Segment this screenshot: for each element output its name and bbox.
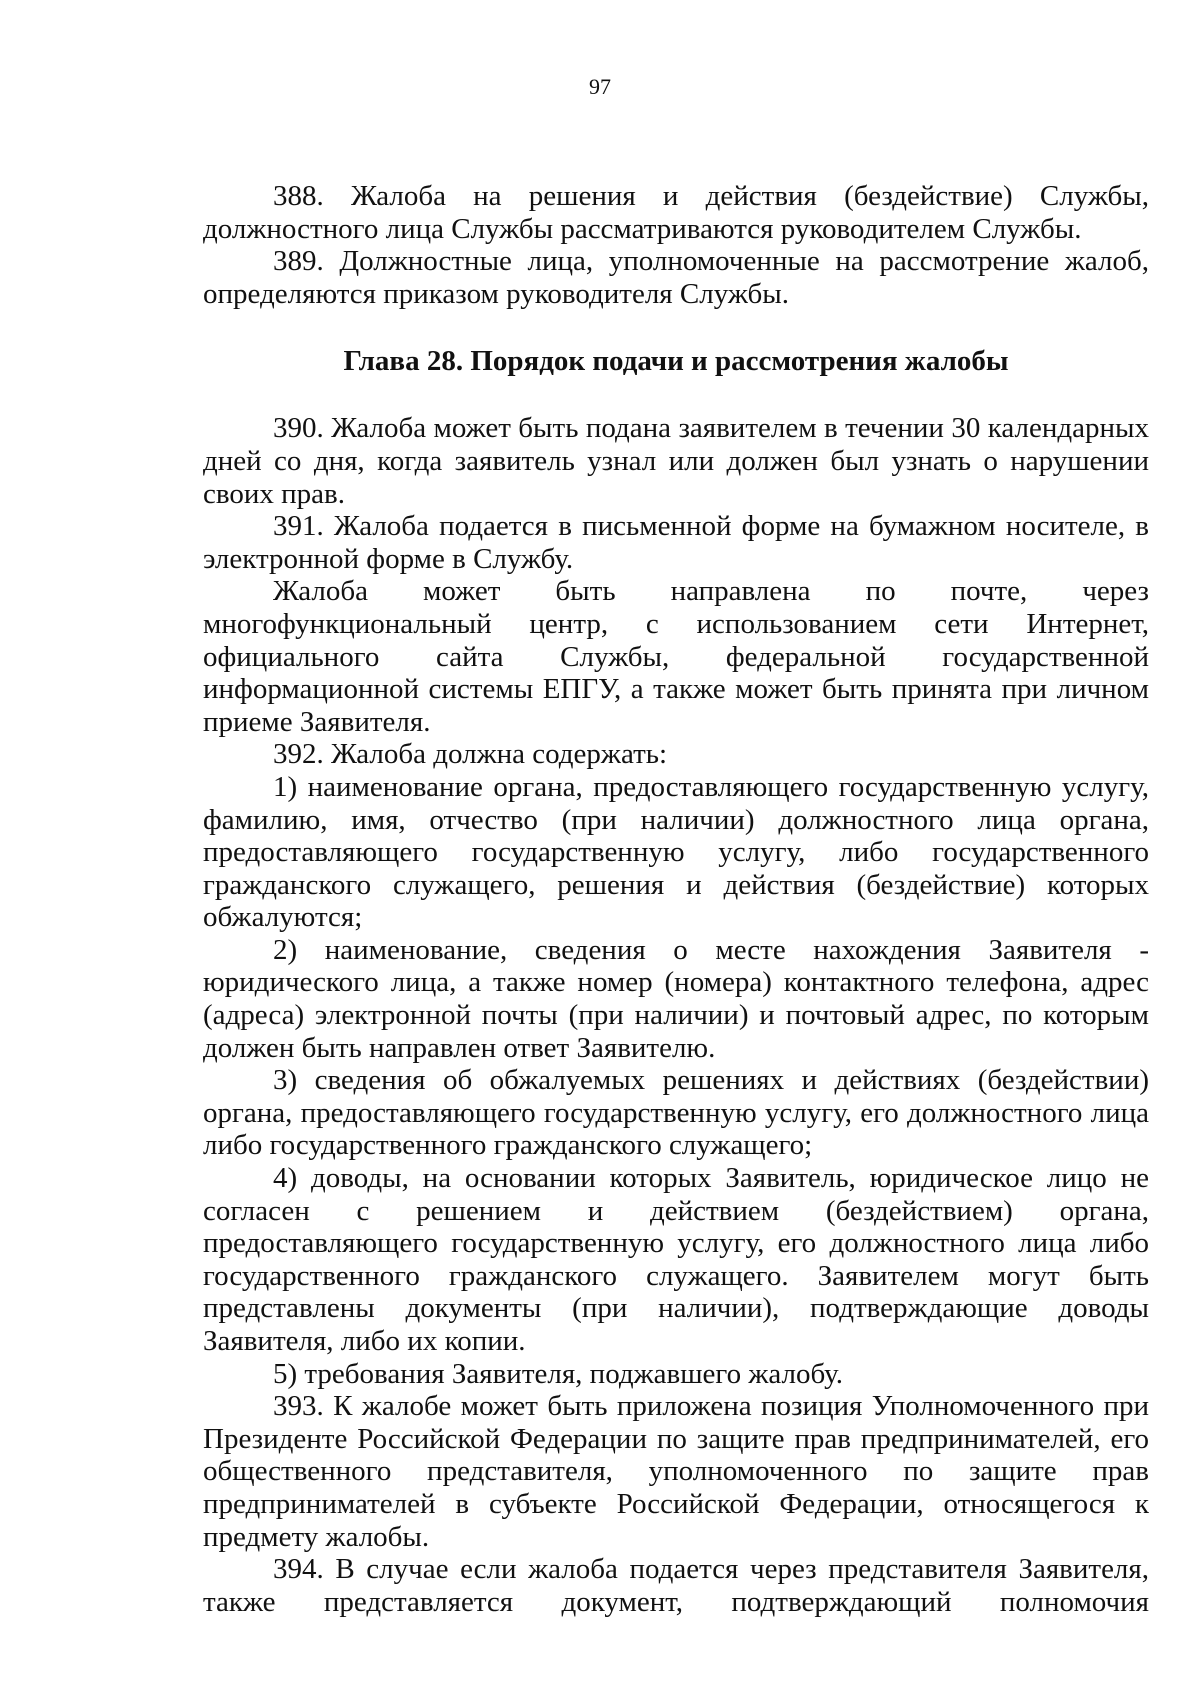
paragraph-submission-channels: Жалоба может быть направлена по почте, через многофункциональный центр, с использованием сети Интернет, официального сайта Службы, федеральной государственной информационной системы ЕПГУ, а также может быть принята при личном приеме Заявителя. xyxy=(203,575,1149,738)
list-item-3: 3) сведения об обжалуемых решениях и действиях (бездействии) органа, предоставляющего государственную услугу, его должностного лица либо государственного гражданского служащего; xyxy=(203,1064,1149,1162)
paragraph-394: 394. В случае если жалоба подается через представителя Заявителя, также представляется документ, подтверждающий полномочия xyxy=(203,1553,1149,1618)
list-item-2: 2) наименование, сведения о месте нахождения Заявителя - юридического лица, а также номер (номера) контактного телефона, адрес (адреса) электронной почты (при наличии) и почтовый адрес, по которым должен быть направлен ответ Заявителю. xyxy=(203,933,1149,1064)
paragraph-388: 388. Жалоба на решения и действия (бездействие) Службы, должностного лица Службы рассматриваются руководителем Службы. xyxy=(203,180,1149,245)
document-body xyxy=(203,180,1149,1618)
paragraph-389: 389. Должностные лица, уполномоченные на рассмотрение жалоб, определяются приказом руководителя Службы. xyxy=(203,245,1149,310)
list-item-5: 5) требования Заявителя, поджавшего жалобу. xyxy=(273,1357,843,1390)
list-item-4: 4) доводы, на основании которых Заявитель, юридическое лицо не согласен с решением и действием (бездействием) органа, предоставляющего государственную услугу, его должностного лица либо государственного гражданского служащего. Заявителем могут быть представлены документы (при наличии), подтверждающие доводы Заявителя, либо их копии. xyxy=(203,1162,1149,1357)
paragraph-392: 392. Жалоба должна содержать: xyxy=(273,738,668,771)
paragraph-393: 393. К жалобе может быть приложена позиция Уполномоченного при Президенте Российской Федерации по защите прав предпринимателей, его общественного представителя, уполномоченного по защите прав предпринимателей в субъекте Российской Федерации, относящегося к предмету жалобы. xyxy=(203,1390,1149,1553)
chapter-heading: Глава 28. Порядок подачи и рассмотрения жалобы xyxy=(343,345,1009,378)
paragraph-391: 391. Жалоба подается в письменной форме на бумажном носителе, в электронной форме в Службу. xyxy=(203,510,1149,575)
page-number: 97 xyxy=(589,74,611,99)
paragraph-390: 390. Жалоба может быть подана заявителем в течении 30 календарных дней со дня, когда заявитель узнал или должен был узнать о нарушении своих прав. xyxy=(203,412,1149,510)
list-item-1: 1) наименование органа, предоставляющего государственную услугу, фамилию, имя, отчество (при наличии) должностного лица органа, предоставляющего государственную услугу, либо государственного гражданского служащего, решения и действия (бездействие) которых обжалуются; xyxy=(203,770,1149,934)
